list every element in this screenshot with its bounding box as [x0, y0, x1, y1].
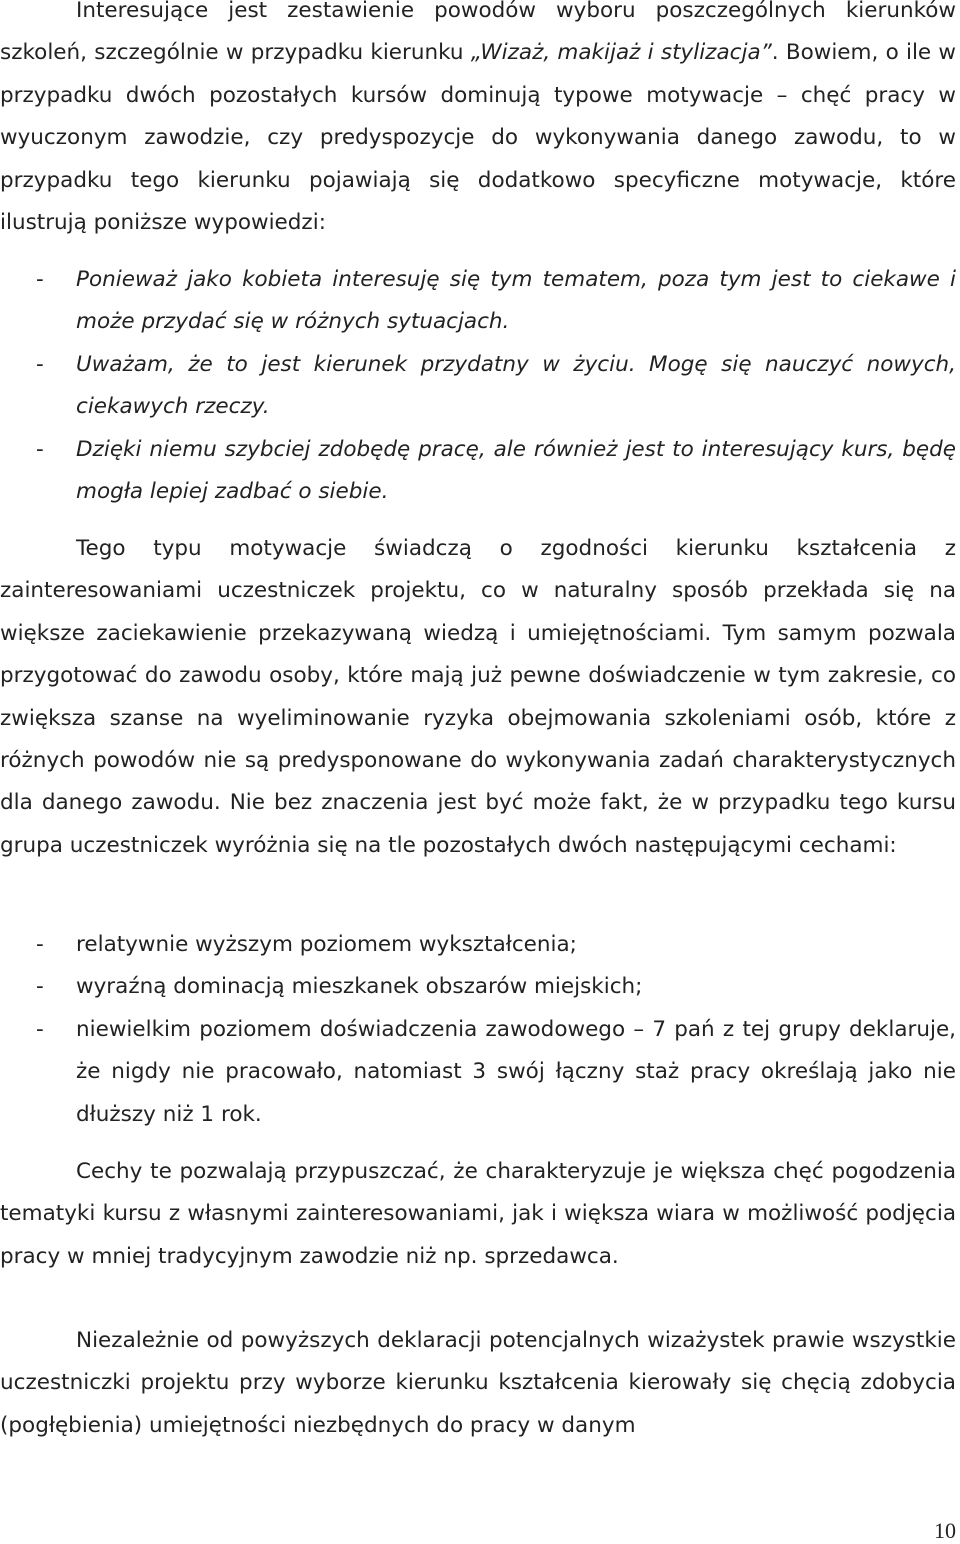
- list-item: [0, 924, 956, 966]
- quote-text: Dzięki niemu szybciej zdobędę pracę, ale również jest to interesujący kurs, będę mogła lepiej zadbać o siebie.: [76, 436, 956, 505]
- list-dash: -: [36, 932, 44, 957]
- course-name: „Wizaż, makijaż i stylizacja”: [470, 40, 772, 66]
- quote-text: Uważam, że to jest kierunek przydatny w życiu. Mogę się nauczyć nowych, ciekawych rzeczy.: [76, 351, 956, 420]
- features-list: [0, 924, 956, 1136]
- list-item: [0, 966, 956, 1008]
- paragraph-intro-end: . Bowiem, o ile w przypadku dwóch pozostałych kursów dominują typowe motywacje – chęć pracy w wyuczonym zawodzie, czy predyspozycje do wykonywania danego zawodu, to w przypadku tego kierunku pojawiają się dodatkowo specyficzne motywacje, które ilustrują poniższe wypowiedzi:: [0, 40, 956, 236]
- paragraph-intro: [0, 0, 956, 244]
- list-dash: -: [36, 267, 44, 292]
- list-item: [0, 1009, 956, 1136]
- list-item: [0, 429, 956, 514]
- list-item: [0, 344, 956, 429]
- feature-text: wyraźną dominacją mieszkanek obszarów miejskich;: [76, 974, 643, 1000]
- list-dash: -: [36, 436, 44, 462]
- feature-text: niewielkim poziomem doświadczenia zawodowego – 7 pań z tej grupy deklaruje, że nigdy nie pracowało, natomiast 3 swój łączny staż pracy określają jako nie dłuższy niż 1 rok.: [76, 1016, 956, 1127]
- quotes-list: [0, 259, 956, 513]
- paragraph-features-conclusion: Cechy te pozwalają przypuszczać, że charakteryzuje je większa chęć pogodzenia tematyki kursu z własnymi zainteresowaniami, jak i większa wiara w możliwość podjęcia pracy w mniej tradycyjnym zawodzie niż np. sprzedawca.: [0, 1159, 956, 1269]
- paragraph-intro-start: Interesujące jest zestawienie powodów wyboru poszczególnych kierunków szkoleń, szczególnie w przypadku kierunku: [0, 0, 956, 66]
- list-dash: -: [36, 351, 44, 377]
- list-item: [0, 259, 956, 344]
- list-dash: -: [36, 1016, 44, 1042]
- list-dash: -: [36, 974, 44, 1000]
- page-number: 10: [934, 1518, 956, 1543]
- feature-text: relatywnie wyższym poziomem wykształcenia;: [76, 932, 577, 957]
- quote-text: Ponieważ jako kobieta interesuję się tym tematem, poza tym jest to ciekawe i może przydać się w różnych sytuacjach.: [76, 267, 956, 335]
- paragraph-motivations: Tego typu motywacje świadczą o zgodności kierunku kształcenia z zainteresowaniami uczestniczek projektu, co w naturalny sposób przekłada się na większe zaciekawienie przekazywaną wiedzą i umiejętnościami. Tym samym pozwala przygotować do zawodu osoby, które mają już pewne doświadczenie w tym zakresie, co zwiększa szanse na wyeliminowanie ryzyka obejmowania szkoleniami osób, które z różnych powodów nie są predysponowane do wykonywania zadań charakterystycznych dla danego zawodu. Nie bez znaczenia jest być może fakt, że w przypadku tego kursu grupa uczestniczek wyróżnia się na tle pozostałych dwóch następującymi cechami:: [0, 536, 956, 858]
- paragraph-independent: Niezależnie od powyższych deklaracji potencjalnych wizażystek prawie wszystkie uczestniczki projektu przy wyborze kierunku kształcenia kierowały się chęcią zdobycia (pogłębienia) umiejętności niezbędnych do pracy w danym: [0, 1328, 956, 1438]
